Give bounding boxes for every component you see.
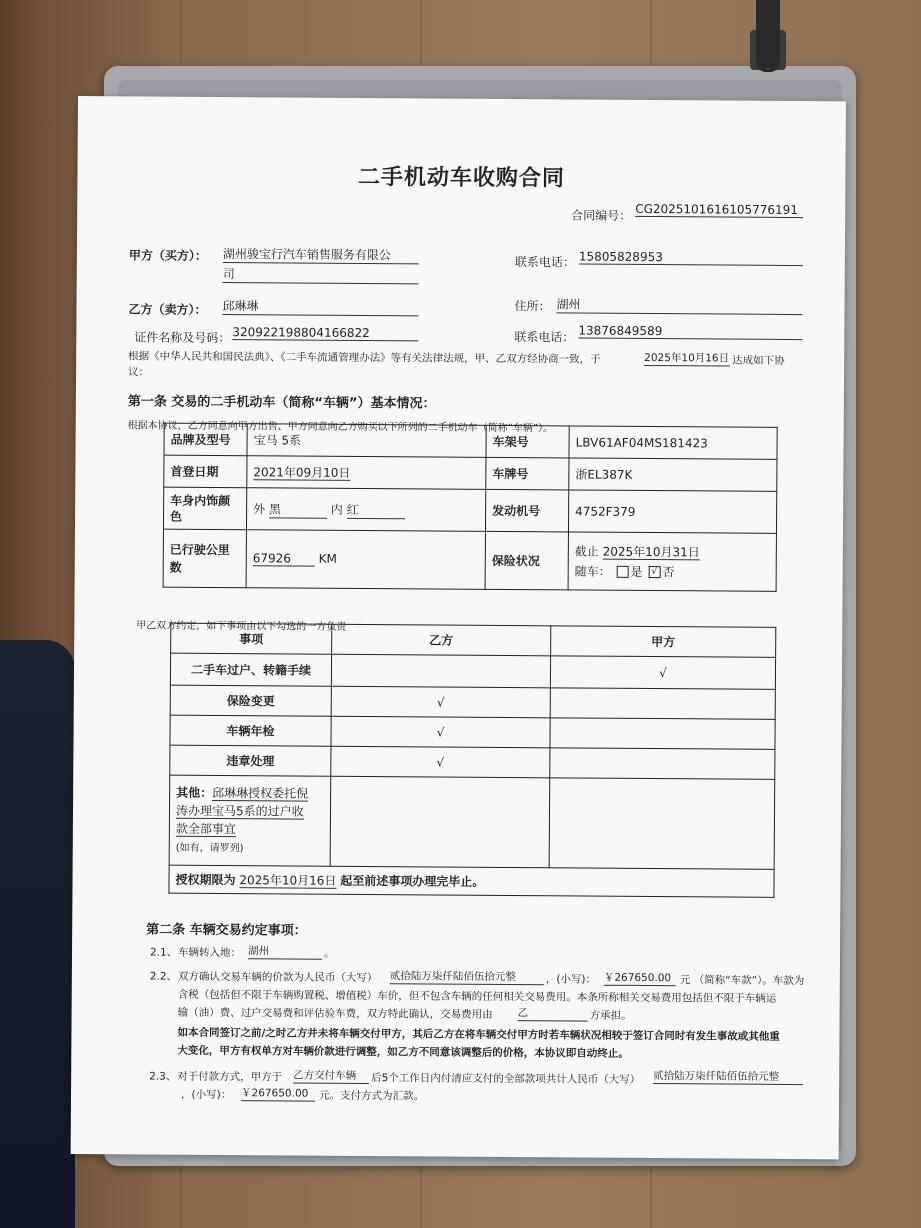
p1-end: 。 [323, 947, 335, 960]
duty-item: 保险变更 [170, 685, 331, 716]
contract-paper [71, 96, 846, 1159]
p2-c: 元 （简称“车款”）。车款为 [679, 974, 805, 988]
party-a-name-1: 湖州骏宝行汽车销售服务有限公 [223, 245, 419, 264]
p2-line-2: 含税（包括但不限于车辆购置税、增值税）车价，但不包含车辆的任何相关交易费用。本条所称相关交易费用包括但不限于车辆运 [177, 988, 777, 1005]
duty-a: √ [550, 656, 775, 690]
p2-lower: ￥267650.00 [604, 970, 676, 987]
color-in-prefix: 内 [330, 502, 343, 517]
duty-b [331, 654, 550, 688]
no-label: 否 [662, 564, 675, 579]
mileage-cell [246, 530, 485, 590]
duty-b: √ [331, 686, 550, 718]
dark-object [0, 640, 75, 1228]
ins-until: 2025年10月31日 [602, 544, 700, 559]
checkbox-yes [616, 566, 628, 578]
p2-b: ，(小写)： [545, 973, 597, 986]
intro-date: 2025年10月16日 [644, 350, 730, 367]
ins-until-prefix: 截止 [574, 543, 599, 559]
other-line-2: 涛办理宝马5系的过户收 [175, 803, 304, 819]
party-b-phone-label: 联系电话： [514, 330, 575, 345]
reg-value: 2021年09月10日 [253, 465, 351, 480]
auth-prefix: 授权期限为 [175, 872, 236, 888]
mileage-label: 已行驶公里数 [163, 529, 246, 588]
yes-label: 是 [630, 564, 643, 579]
p2-upper: 贰拾陆万柒仟陆佰伍拾元整 [390, 968, 544, 985]
p3-upper: 贰拾陆万柒仟陆佰伍拾元整 [653, 1068, 803, 1085]
p1-num: 2.1、 [149, 946, 178, 959]
document-title: 二手机动车收购合同 [357, 164, 566, 192]
p3-a: 对于付款方式，甲方于 [177, 1070, 283, 1084]
ins-follow: 随车： [574, 563, 611, 579]
article2-heading: 第二条 车辆交易约定事项： [146, 922, 307, 939]
other-line-3: 款全部事宜 [175, 821, 236, 836]
p2-a: 双方确认交易车辆的价款为人民币（大写） [177, 970, 378, 985]
bold-clause-2: 大变化，甲方有权单方对车辆价款进行调整，如乙方不同意该调整后的价格，本协议即自动终止。 [177, 1044, 629, 1060]
p2-line-3v: 乙 [518, 1005, 588, 1021]
duty-a [550, 748, 775, 780]
engine-label: 发动机号 [485, 489, 568, 532]
article1-intro: 根据本协议，乙方同意向甲方出售、甲方同意向乙方购买以下所列的二手机动车（简称“车辆”）。 [127, 420, 554, 435]
vin-label: 车架号 [486, 425, 569, 458]
intro-text-1: 根据《中华人民共和国民法典》、《二手车流通管理办法》等有关法律法规，甲、乙双方经协商一致，于 [128, 350, 601, 366]
party-a-name-2: 司 [223, 265, 419, 284]
other-note: (如有，请罗列) [175, 842, 244, 854]
color-label: 车身内饰颜色 [163, 487, 246, 530]
brand-label: 品牌及型号 [164, 423, 247, 456]
duties-intro: 甲乙双方约定，如下事项由以下勾选的一方负责 [136, 620, 347, 633]
contract-no-label: 合同编号： [571, 208, 632, 223]
party-b-address-label: 住所： [514, 299, 551, 314]
reg-label: 首登日期 [164, 455, 247, 488]
p2-num: 2.2、 [149, 970, 178, 983]
cable [756, 0, 780, 72]
mileage-unit: KM [318, 551, 337, 566]
intro-text-3: 议： [128, 366, 150, 379]
color-out-prefix: 外 [253, 501, 266, 516]
plate-value: 浙EL387K [569, 458, 777, 491]
color-out: 黑 [269, 500, 327, 518]
p2-line-3b: 方承担。 [589, 1009, 632, 1022]
party-a-phone-label: 联系电话： [514, 255, 575, 270]
reg-cell [247, 456, 486, 490]
p3-c: ，(小写)： [180, 1088, 232, 1102]
brand-value: 宝马 5系 [247, 424, 486, 458]
p1-value: 湖州 [248, 943, 322, 960]
party-b-phone: 13876849589 [578, 323, 802, 340]
party-b-id-label: 证件名称及号码： [134, 330, 231, 346]
party-a-phone: 15805828953 [579, 250, 803, 267]
vin-value: LBV61AF04MS181423 [569, 426, 777, 459]
col-party-a: 甲方 [551, 626, 776, 658]
color-in: 红 [347, 500, 405, 518]
auth-date: 2025年10月16日 [239, 873, 337, 888]
duty-item: 违章处理 [170, 745, 331, 776]
duties-table [168, 623, 776, 898]
other-line-1: 邱琳琳授权委托倪 [212, 785, 309, 801]
party-a-label: 甲方（买方）： [128, 248, 207, 263]
auth-suffix: 起至前述事项办理完毕止。 [340, 873, 485, 889]
other-label: 其他： [176, 785, 213, 800]
auth-cell [169, 865, 774, 897]
col-item: 事项 [171, 623, 332, 654]
contract-no: CG2025101616105776191 [635, 202, 803, 218]
article1-heading: 第一条 交易的二手机动车（简称“车辆”）基本情况： [127, 394, 436, 412]
duty-item: 二手车过户、转籍手续 [170, 653, 331, 686]
party-b-address: 湖州 [556, 295, 802, 315]
p3-b: 后5个工作日内付清应支付的全部款项共计人民币（大写） [371, 1072, 641, 1086]
vehicle-table [163, 423, 778, 592]
p1-text: 车辆转入地： [177, 946, 242, 960]
color-cell [246, 488, 485, 532]
p3-num: 2.3、 [149, 1070, 177, 1083]
insurance-label: 保险状况 [485, 531, 568, 590]
duty-item: 车辆年检 [170, 715, 331, 746]
p3-lower: ￥267650.00 [241, 1085, 315, 1102]
checkbox-no: √ [648, 566, 660, 578]
col-party-b: 乙方 [332, 624, 551, 656]
p3-v: 乙方交付车辆 [293, 1068, 369, 1085]
plate-label: 车牌号 [486, 457, 569, 490]
duty-a [550, 718, 775, 750]
p2-line-3a: 输（油）费、过户交易费和评估验车费，双方特此确认，交易费用由 [177, 1006, 493, 1021]
party-b-id: 320922198804166822 [232, 325, 418, 341]
intro-text-2: 达成如下协 [732, 354, 785, 367]
engine-value: 4752F379 [568, 490, 776, 533]
other-cell [169, 775, 331, 866]
mileage-value: 67926 [253, 551, 315, 566]
party-b-label: 乙方（卖方）： [128, 302, 207, 317]
p3-d: 元。支付方式为汇款。 [318, 1089, 425, 1103]
other-b [330, 776, 550, 868]
party-b-name: 邱琳琳 [222, 297, 418, 316]
other-a [549, 778, 775, 870]
insurance-cell [568, 532, 776, 591]
bold-clause-1: 如本合同签订之前/之时乙方并未将车辆交付甲方，其后乙方在将车辆交付甲方时若车辆状况相较于签订合同时有发生事故或其他重 [177, 1026, 780, 1043]
duty-b: √ [331, 716, 550, 748]
duty-a [550, 688, 775, 720]
duty-b: √ [331, 746, 550, 778]
